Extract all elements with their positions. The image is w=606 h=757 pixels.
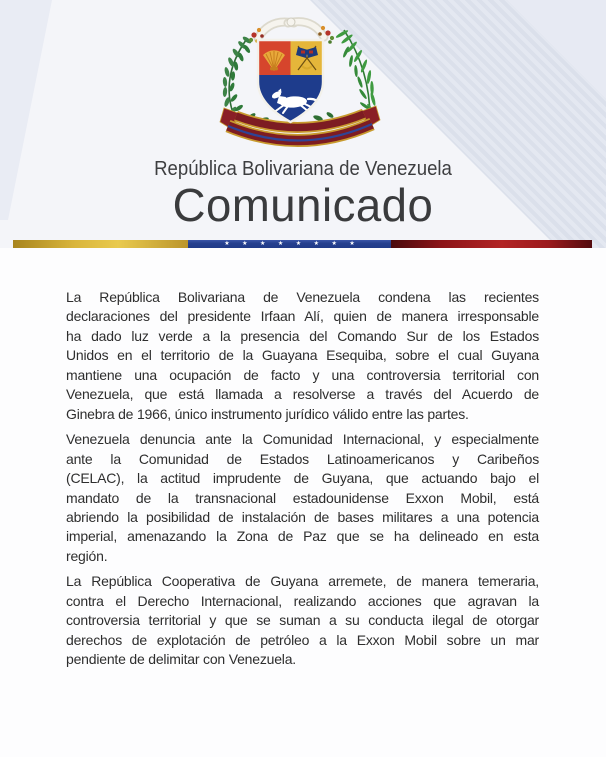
header	[0, 0, 606, 248]
paragraph-line: Venezuela, que está llamada a resolverse a través del Acuerdo de	[66, 386, 539, 403]
paragraph-line: imperial, amenazando la Zona de Paz que se ha delineado en esta	[66, 528, 539, 545]
republic-name: República Bolivariana de Venezuela	[154, 158, 452, 180]
paragraph-line: declaraciones del presidente Irfaan Alí, quien de manera irresponsable	[66, 308, 539, 325]
paragraph-line: mantiene una ocupación de facto y una controversia territorial con	[66, 366, 539, 383]
paragraph-line: (CELAC), la actitud imprudente de Guyana, que actuando bajo el	[66, 470, 539, 487]
flag-star-icon: ★	[313, 241, 320, 247]
paragraph-1	[66, 288, 539, 424]
flag-star-icon: ★	[224, 241, 230, 247]
flag-band-yellow	[13, 240, 188, 248]
paragraph-line: ante la Comunidad de Estados Latinoamericanos y Caribeños	[66, 450, 539, 467]
flag-band-red	[391, 240, 592, 248]
shield	[258, 40, 323, 122]
flag-star-icon: ★	[331, 241, 337, 247]
flag-stars	[188, 240, 391, 248]
paragraph-line: La República Bolivariana de Venezuela condena las recientes	[66, 289, 539, 305]
flag-star-icon: ★	[242, 241, 248, 247]
paragraph-line: La República Cooperativa de Guyana arremete, de manera temeraria,	[66, 573, 539, 590]
flag-band-blue	[188, 240, 391, 248]
paragraph-line: derechos de explotación de petróleo a la Exxon Mobil sobre un mar	[66, 631, 539, 648]
communique-title: Comunicado	[172, 179, 434, 231]
paragraph-line: abriendo la posibilidad de instalación de bases militares a una potencia	[66, 508, 539, 525]
flag-star-icon: ★	[349, 241, 355, 247]
venezuela-coat-of-arms-icon	[218, 14, 394, 160]
communique-body	[66, 288, 539, 676]
palm-branch-icon	[335, 29, 376, 118]
paragraph-2	[66, 430, 539, 566]
paragraph-line: Venezuela denuncia ante la Comunidad Internacional, y especialmente	[66, 431, 539, 448]
flag-star-icon: ★	[295, 241, 302, 247]
flag-star-icon: ★	[259, 241, 266, 247]
paragraph-line: Ginebra de 1966, único instrumento jurídico válido entre las partes.	[66, 405, 469, 422]
paragraph-line: ha dado luz verde a la presencia del Comando Sur de los Estados	[66, 327, 539, 344]
paragraph-3	[66, 572, 539, 669]
laurel-branch-icon	[222, 35, 252, 116]
paragraph-line: Unidos en el territorio de la Guayana Esequiba, sobre el cual Guyana	[66, 347, 539, 364]
paragraph-line: región.	[66, 547, 108, 564]
paragraph-line: contra el Derecho Internacional, realizando acciones que agravan la	[66, 592, 539, 609]
paragraph-line: pendiente de delimitar con Venezuela.	[66, 651, 296, 668]
flag-band	[13, 240, 592, 248]
paragraph-line: controversia territorial y que se suman a su conducta ilegal de otorgar	[66, 612, 539, 629]
paragraph-line: mandato de la transnacional estadounidense Exxon Mobil, está	[66, 489, 539, 506]
flag-star-icon: ★	[277, 241, 284, 247]
